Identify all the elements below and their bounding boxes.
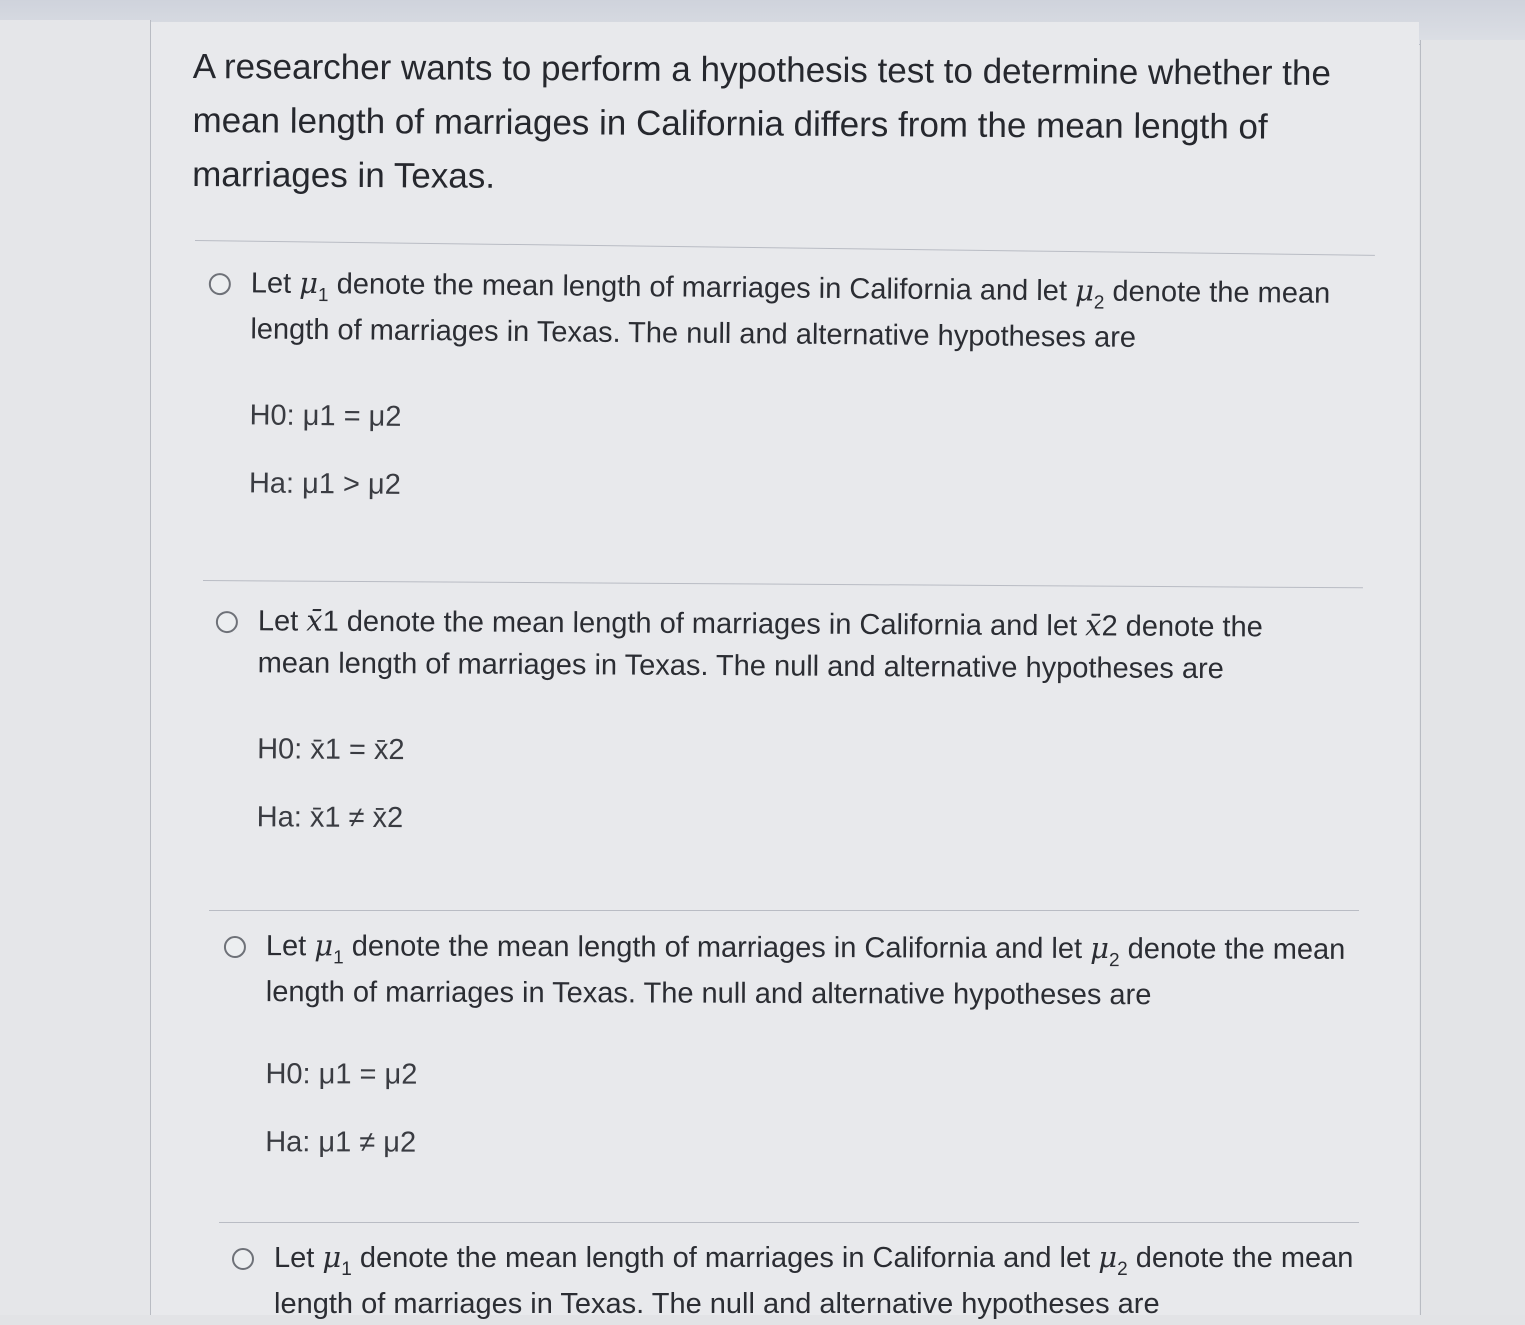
divider xyxy=(219,1222,1359,1223)
null-hypothesis-option-2: H0: x̄1 = x̄2 xyxy=(257,733,405,767)
answer-option-2[interactable] xyxy=(216,603,1336,835)
radio-button-option-3[interactable] xyxy=(224,936,246,958)
null-hypothesis-option-1: H0: μ1 = μ2 xyxy=(249,399,402,433)
question-panel xyxy=(151,22,1419,1320)
right-gutter xyxy=(1420,40,1525,1315)
null-hypothesis-option-3: H0: μ1 = μ2 xyxy=(265,1058,418,1091)
alternative-hypothesis-option-1: Ha: μ1 > μ2 xyxy=(248,467,401,501)
option-3-text: Let $\mu_1$ denote the mean length of marriages in California and let $\mu_2$ denote the mean length of marriages in Texas. The null and alternative hypotheses are xyxy=(265,928,1346,1012)
radio-button-option-2[interactable] xyxy=(216,611,238,633)
divider xyxy=(209,910,1359,911)
answer-option-1[interactable] xyxy=(209,265,1331,501)
radio-button-option-4[interactable] xyxy=(232,1248,254,1270)
option-4-text: Let $\mu_1$ denote the mean length of marriages in California and let $\mu_2$ denote the mean length of marriages in Texas. The null and alternative hypotheses are xyxy=(274,1240,1354,1320)
left-gutter xyxy=(0,20,151,1315)
option-1-text: Let $\mu_1$ denote the mean length of marriages in California and let $\mu_2$ denote the mean length of marriages in Texas. The null and alternative hypotheses are xyxy=(250,265,1331,354)
divider xyxy=(203,580,1363,588)
answer-option-3[interactable] xyxy=(224,928,1346,1159)
alternative-hypothesis-option-3: Ha: μ1 ≠ μ2 xyxy=(265,1126,417,1159)
divider xyxy=(195,240,1375,256)
option-2-text: Let x̄1 denote the mean length of marriages in California and let x̄2 denote the mean length of marriages in Texas. The null and alternative hypotheses are xyxy=(257,603,1263,686)
radio-button-option-1[interactable] xyxy=(209,273,231,295)
question-text: A researcher wants to perform a hypothesis test to determine whether the mean length of marriages in California differs from the mean length of marriages in Texas. xyxy=(192,46,1332,196)
alternative-hypothesis-option-2: Ha: x̄1 ≠ x̄2 xyxy=(256,801,404,835)
